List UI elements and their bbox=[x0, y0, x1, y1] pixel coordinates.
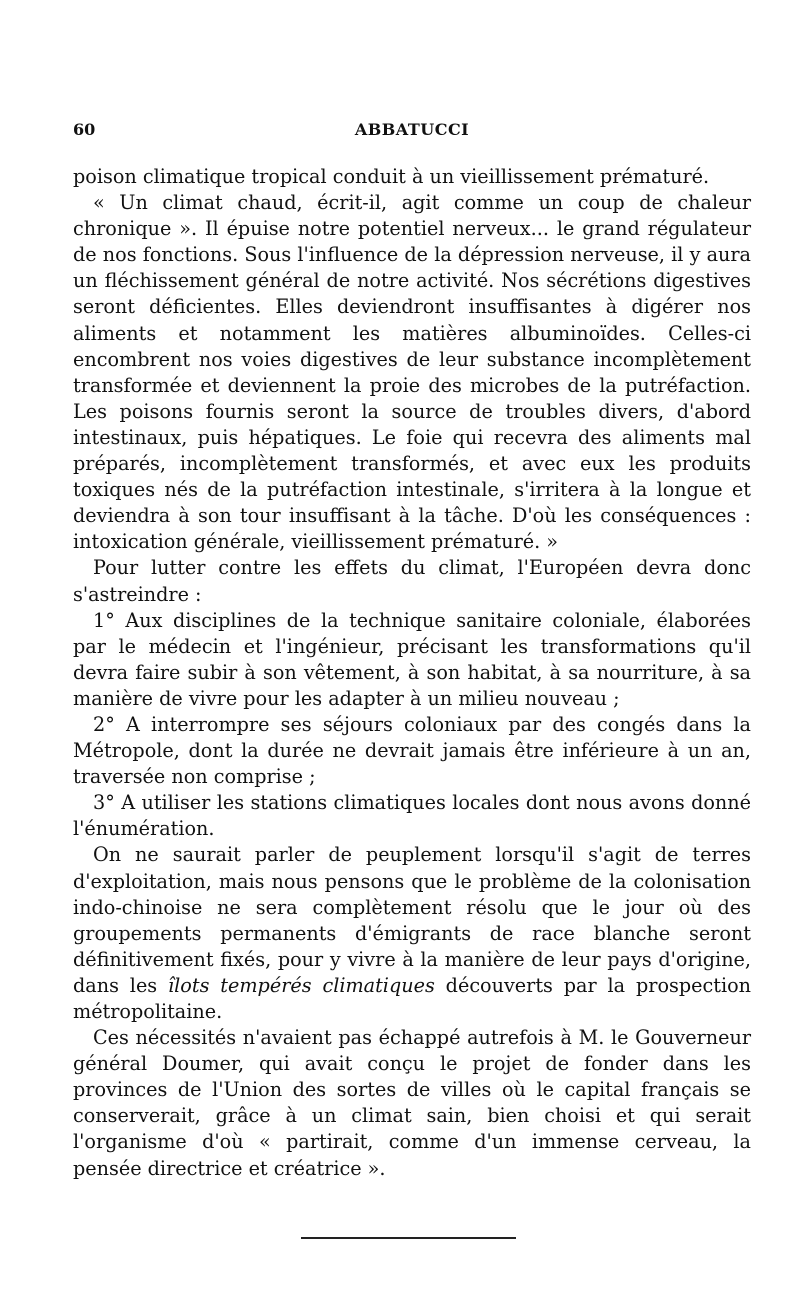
italic-phrase: îlots tempérés climatiques bbox=[168, 973, 435, 997]
paragraph-peuplement bbox=[73, 842, 751, 1025]
list-item-1: 1° Aux disciplines de la technique sanitaire coloniale, élaborées par le médecin et l'ingénieur, précisant les transformations qu'il devra faire subir à son vêtement, à son habitat, à sa nourriture, à sa manière de vivre pour les adapter à un milieu nouveau ; bbox=[73, 608, 751, 710]
list-item-3: 3° A utiliser les stations climatiques locales dont nous avons donné l'énumération. bbox=[73, 791, 751, 841]
paragraph-intro-list: Pour lutter contre les effets du climat, l'Européen devra donc s'astreindre : bbox=[73, 556, 751, 606]
paragraph-continuation: poison climatique tropical conduit à un vieillissement prématuré. bbox=[73, 165, 710, 188]
paragraph-peuplement-after: découverts par la prospection métropolitaine. bbox=[73, 973, 751, 1023]
page-header bbox=[73, 120, 751, 144]
paragraph-doumer: Ces nécessités n'avaient pas échappé autrefois à M. le Gouverneur général Doumer, qui avait conçu le projet de fonder dans les provinces de l'Union des sortes de villes où le capital français se conserverait, grâce à un climat sain, bien choisi et qui serait l'organisme d'où « partirait, comme d'un immense cerveau, la pensée directrice et créatrice ». bbox=[73, 1026, 751, 1180]
body-text bbox=[73, 164, 751, 1182]
section-end-rule bbox=[301, 1237, 516, 1239]
list-item-2: 2° A interrompre ses séjours coloniaux par des congés dans la Métropole, dont la durée ne devrait jamais être inférieure à un an, traversée non comprise ; bbox=[73, 712, 751, 789]
paragraph-peuplement-before: On ne saurait parler de peuplement lorsqu'il s'agit de terres d'exploitation, mais nous pensons que le problème de la colonisation indo-chinoise ne sera complètement résolu que le jour où des groupements permanents d'émigrants de race blanche seront définitivement fixés, pour y vivre à la manière de leur pays d'origine, dans les bbox=[73, 843, 751, 997]
page-number: 60 bbox=[73, 120, 96, 139]
running-head: ABBATUCCI bbox=[354, 120, 470, 139]
paragraph-quotation: « Un climat chaud, écrit-il, agit comme un coup de chaleur chronique ». Il épuise notre potentiel nerveux... le grand régulateur de nos fonctions. Sous l'influence de la dépression nerveuse, il y aura un fléchissement général de notre activité. Nos sécrétions digestives seront déficientes. Elles deviendront insuffisantes à digérer nos aliments et notamment les matières albuminoïdes. Celles-ci encombrent nos voies digestives de leur substance incomplètement transformée et deviennent la proie des microbes de la putréfaction. Les poisons fournis seront la source de troubles divers, d'abord intestinaux, puis hépatiques. Le foie qui recevra des aliments mal préparés, incomplètement transformés, et avec eux les produits toxiques nés de la putréfaction intestinale, s'irritera à la longue et deviendra à son tour insuffisant à la tâche. D'où les conséquences : intoxication générale, vieillissement prématuré. » bbox=[73, 191, 751, 554]
